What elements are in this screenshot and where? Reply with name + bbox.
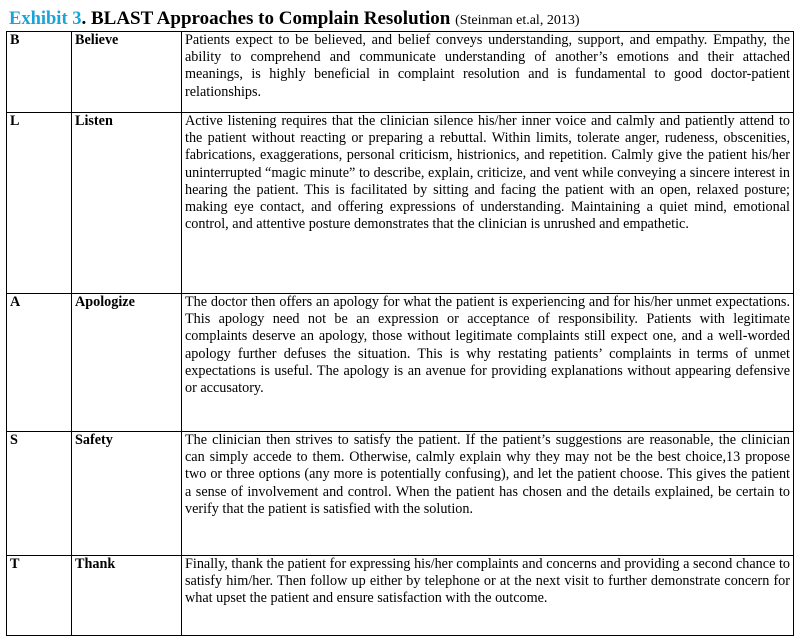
table-row-safety xyxy=(7,432,794,556)
exhibit-title: . BLAST Approaches to Complain Resolution xyxy=(81,8,451,29)
row-word: Safety xyxy=(72,432,182,556)
row-description: Patients expect to be believed, and belief conveys understanding, support, and empathy. Empathy, the ability to comprehend and communicate understanding of another’s emotions and their attached meanings, is highly beneficial in complaint resolution and is fundamental to good doctor-patient relationships. xyxy=(182,32,794,113)
row-letter: L xyxy=(7,113,72,294)
table-row-listen xyxy=(7,113,794,294)
row-word: Listen xyxy=(72,113,182,294)
row-description: Finally, thank the patient for expressing his/her complaints and concerns and providing a second chance to satisfy him/her. Then follow up either by telephone or at the next visit to further demonstrate concern for what upset the patient and ensure satisfaction with the outcome. xyxy=(182,556,794,636)
row-letter: T xyxy=(7,556,72,636)
exhibit-caption xyxy=(6,6,793,31)
table-row-apologize xyxy=(7,294,794,432)
row-letter: S xyxy=(7,432,72,556)
row-word: Believe xyxy=(72,32,182,113)
row-description: Active listening requires that the clinician silence his/her inner voice and calmly and patiently attend to the patient without reacting or preparing a rebuttal. Within limits, tolerate anger, rudeness, obscenities, fabrications, exaggerations, personal criticism, histrionics, and repetition. Calmly give the patient his/her uninterrupted “magic minute” to describe, explain, criticize, and vent while conveying a sincere interest in hearing the patient. This is facilitated by sitting and facing the patient with an open, relaxed posture; making eye contact, and offering expressions of understanding. Maintaining a quiet mind, emotional control, and attentive posture demonstrates that the clinician is unrushed and empathetic. xyxy=(182,113,794,294)
row-description: The clinician then strives to satisfy the patient. If the patient’s suggestions are reasonable, the clinician can simply accede to them. Otherwise, calmly explain why they may not be the best choice,13 propose two or three options (any more is potentially confusing), and let the patient choose. This gives the patient a sense of involvement and control. When the patient has chosen and the details explained, be certain to verify that the patient is satisfied with the solution. xyxy=(182,432,794,556)
row-letter: A xyxy=(7,294,72,432)
row-letter: B xyxy=(7,32,72,113)
row-description: The doctor then offers an apology for what the patient is experiencing and for his/her unmet expectations. This apology need not be an expression or acceptance of responsibility. Patients with legitimate complaints deserve an apology, those without legitimate complaints still expect one, and a well-worded apology further defuses the situation. This is why restating patients’ complaints in terms of unmet expectations is useful. The apology is an avenue for providing explanations without appearing defensive or accusatory. xyxy=(182,294,794,432)
exhibit-citation: (Steinman et.al, 2013) xyxy=(455,13,580,28)
table-row-thank xyxy=(7,556,794,636)
table-row-believe xyxy=(7,32,794,113)
exhibit-document xyxy=(6,6,793,636)
row-word: Thank xyxy=(72,556,182,636)
blast-table xyxy=(6,31,794,636)
row-word: Apologize xyxy=(72,294,182,432)
exhibit-label: Exhibit 3 xyxy=(9,9,82,29)
